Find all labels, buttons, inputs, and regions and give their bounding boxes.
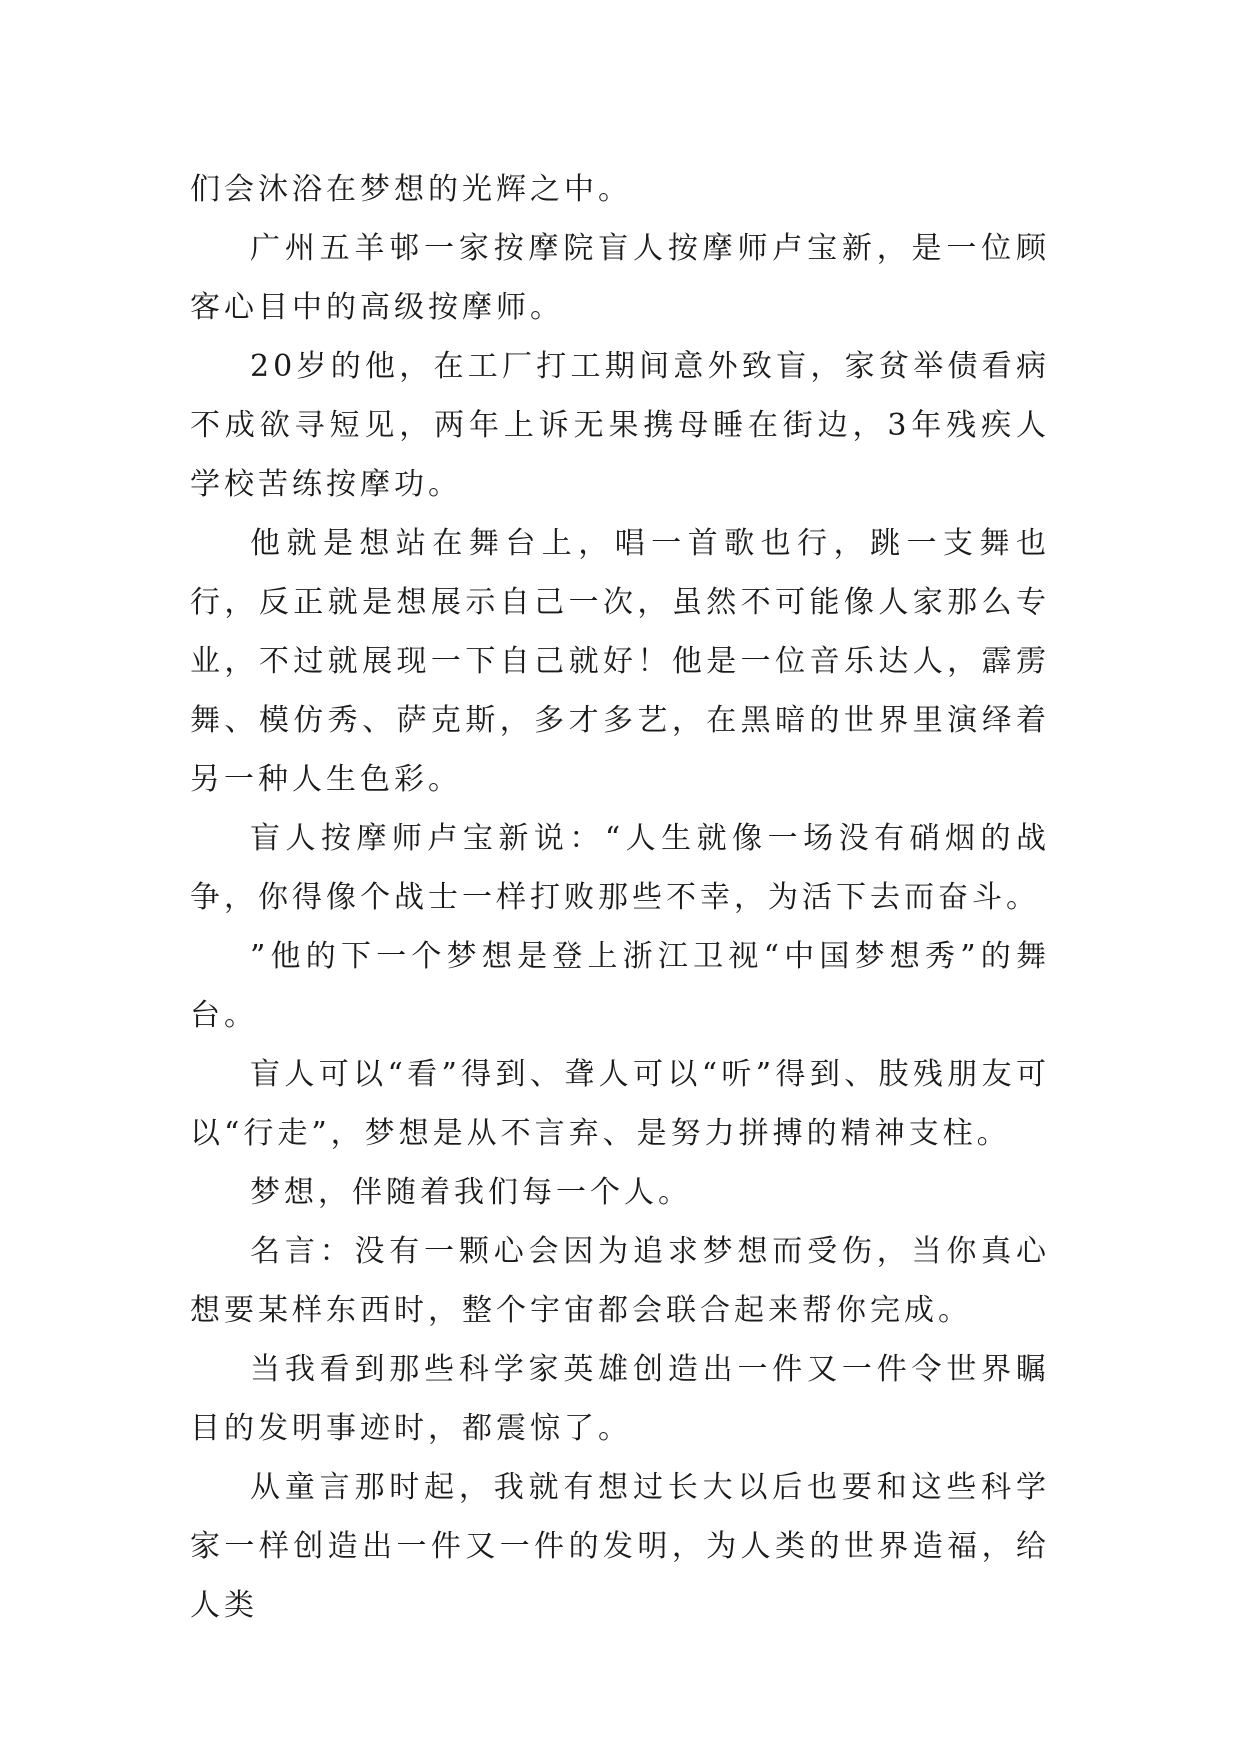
paragraph-continued: 们会沐浴在梦想的光辉之中。 — [190, 172, 632, 207]
paragraph: ”他的下一个梦想是登上浙江卫视“中国梦想秀”的舞台。 — [190, 939, 1050, 1033]
paragraph: 他就是想站在舞台上，唱一首歌也行，跳一支舞也行，反正就是想展示自己一次，虽然不可能像人家那么专业，不过就展现一下自己就好！他是一位音乐达人，霹雳舞、模仿秀、萨克斯，多才多艺，在黑暗的世界里演绎着另一种人生色彩。 — [190, 526, 1050, 797]
paragraph: 盲人可以“看”得到、聋人可以“听”得到、肢残朋友可以“行走”，梦想是从不言弃、是努力拼搏的精神支柱。 — [190, 1057, 1050, 1151]
document-body — [190, 160, 1050, 1635]
paragraph: 广州五羊邨一家按摩院盲人按摩师卢宝新，是一位顾客心目中的高级按摩师。 — [190, 231, 1050, 325]
paragraph: 梦想，伴随着我们每一个人。 — [250, 1175, 692, 1210]
paragraph: 从童言那时起，我就有想过长大以后也要和这些科学家一样创造出一件又一件的发明，为人类的世界造福，给人类 — [190, 1470, 1050, 1623]
paragraph: 20岁的他，在工厂打工期间意外致盲，家贫举债看病不成欲寻短见，两年上诉无果携母睡在街边，3年残疾人学校苦练按摩功。 — [190, 349, 1050, 502]
paragraph: 名言：没有一颗心会因为追求梦想而受伤，当你真心想要某样东西时，整个宇宙都会联合起来帮你完成。 — [190, 1234, 1050, 1328]
paragraph: 当我看到那些科学家英雄创造出一件又一件令世界瞩目的发明事迹时，都震惊了。 — [190, 1352, 1050, 1446]
paragraph: 盲人按摩师卢宝新说：“人生就像一场没有硝烟的战争，你得像个战士一样打败那些不幸，为活下去而奋斗。 — [190, 821, 1050, 915]
